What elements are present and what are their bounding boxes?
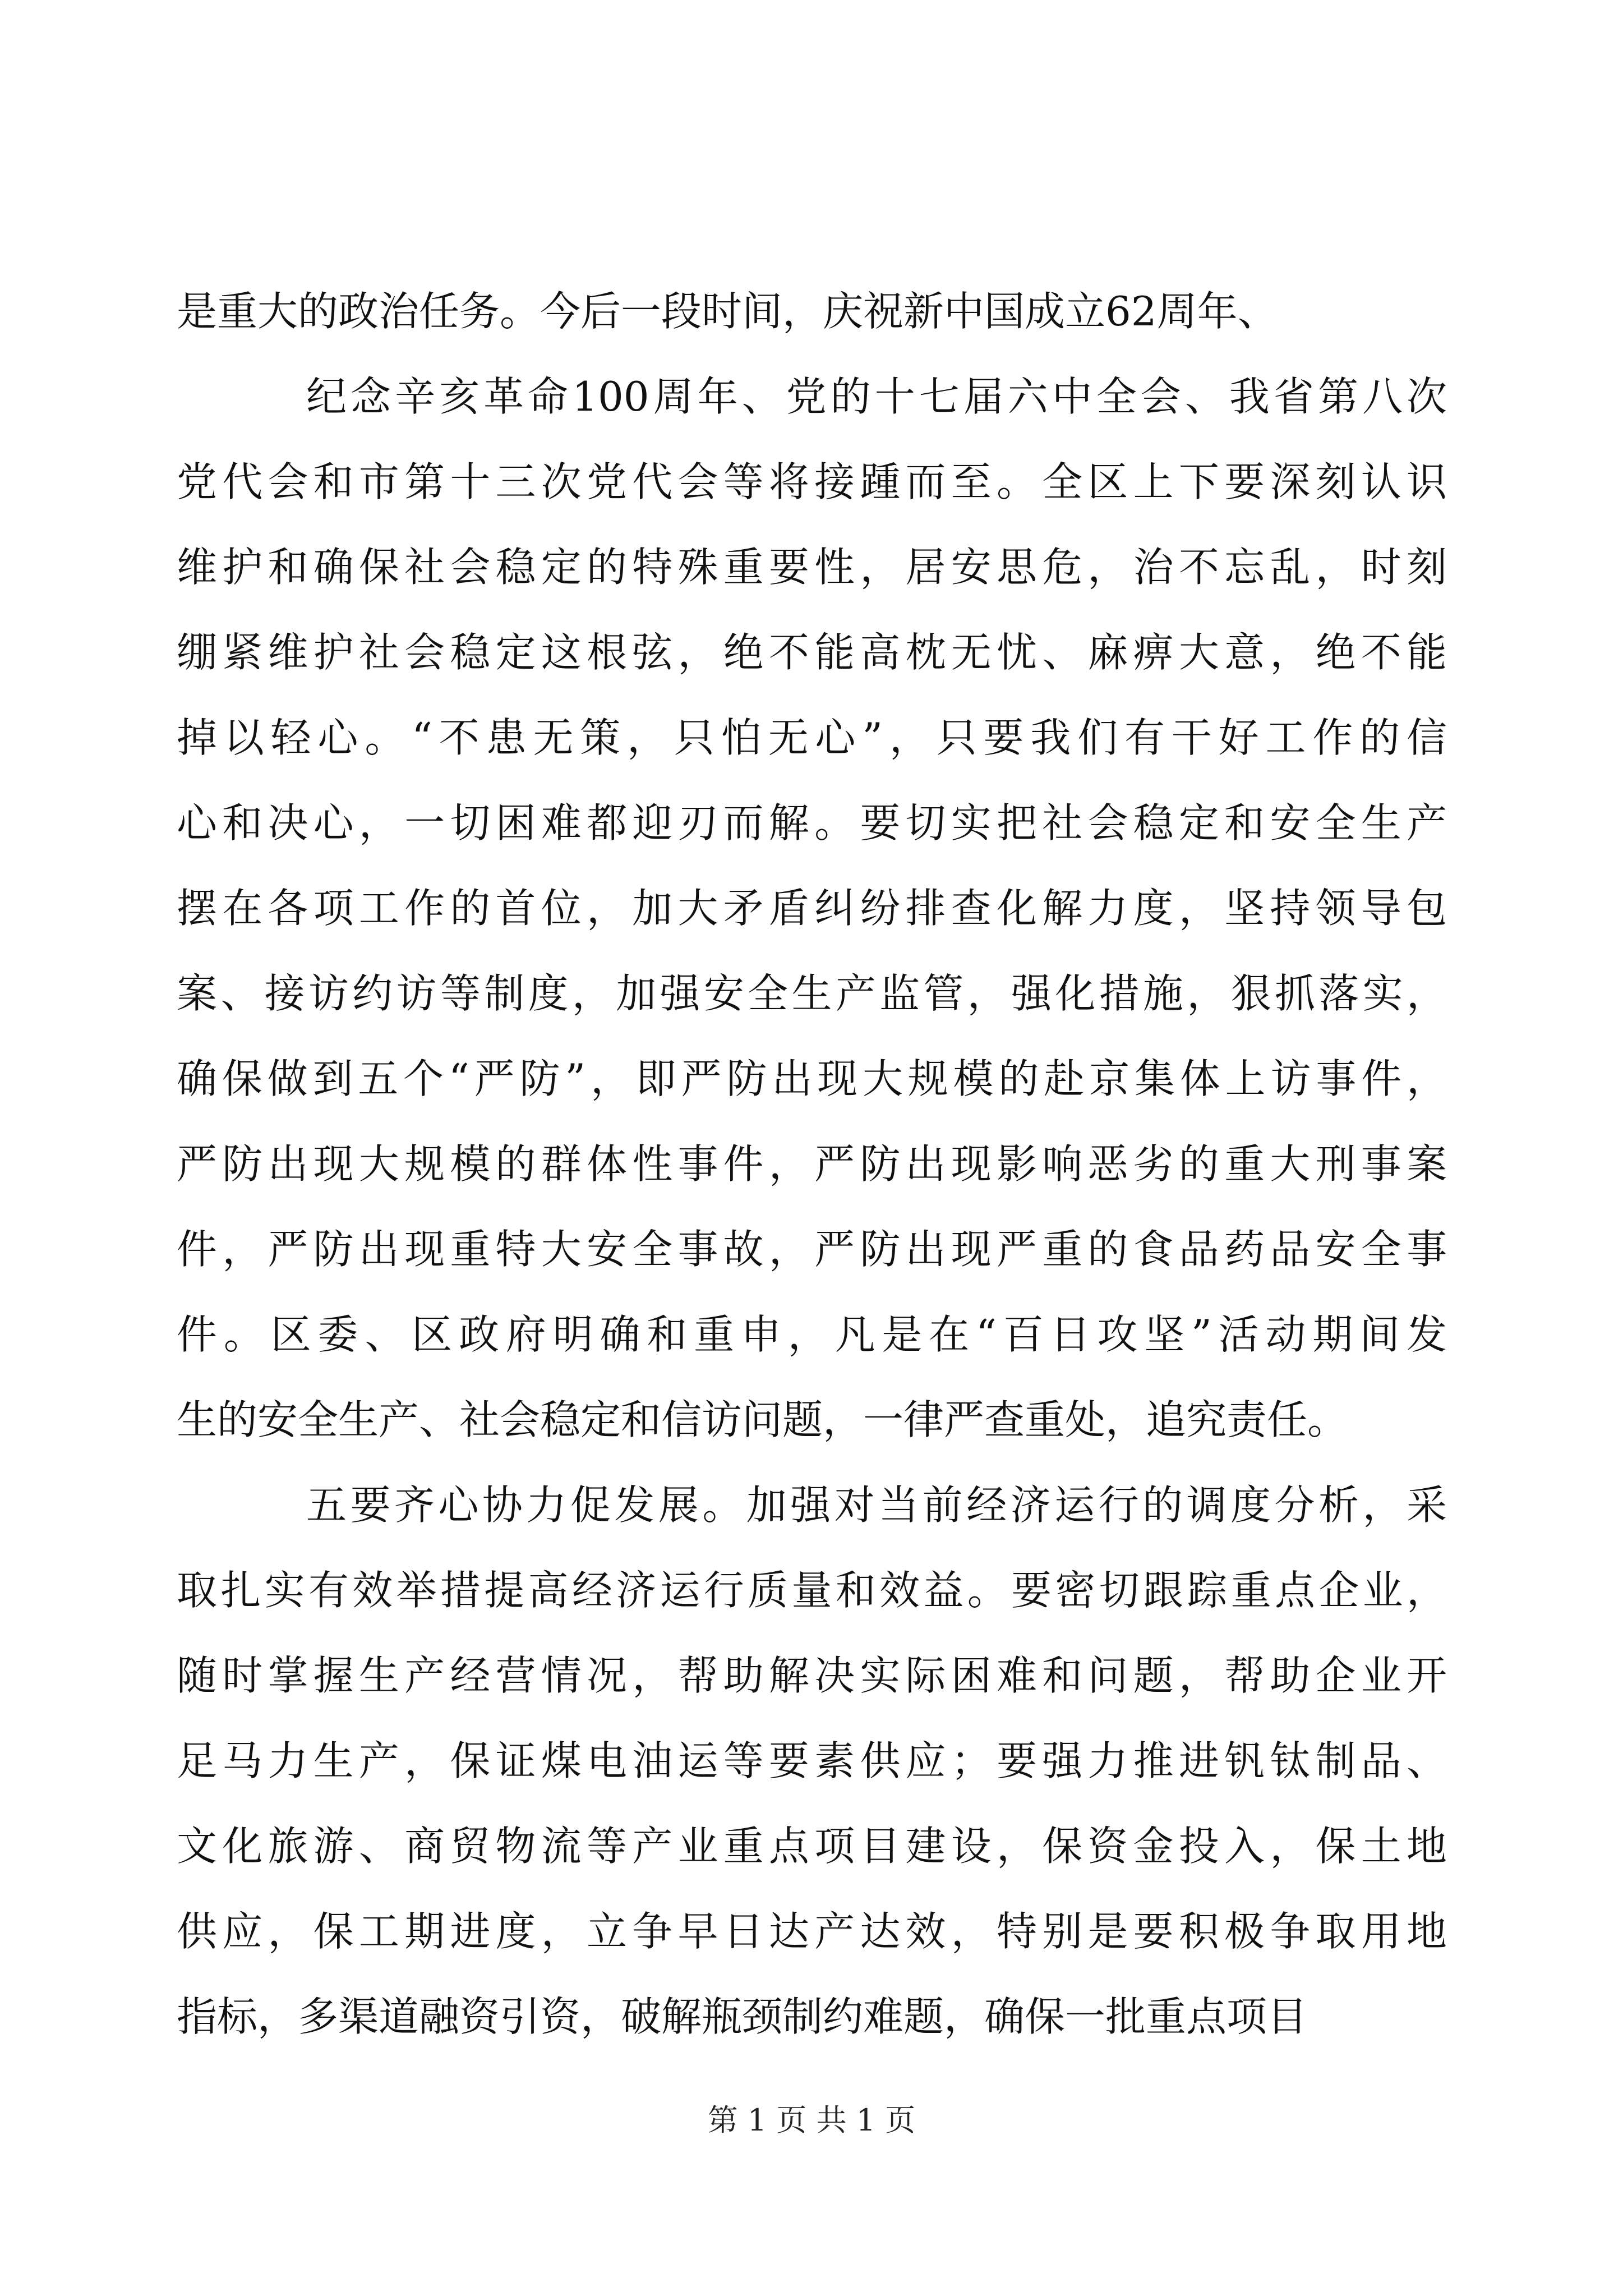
text-line: 取扎实有效举措提高经济运行质量和效益。要密切跟踪重点企业， [177,1567,1447,1614]
paragraph-first-line: 五要齐心协力促发展。加强对当前经济运行的调度分析，采 [306,1481,1447,1529]
page-number-footer: 第 1 页 共 1 页 [707,2102,916,2138]
text-line: 绷紧维护社会稳定这根弦，绝不能高枕无忧、麻痹大意，绝不能 [177,629,1447,676]
text-line: 随时掌握生产经营情况，帮助解决实际困难和问题，帮助企业开 [177,1652,1447,1699]
text-line: 党代会和市第十三次党代会等将接踵而至。全区上下要深刻认识 [177,458,1447,505]
text-line: 是重大的政治任务。今后一段时间，庆祝新中国成立62周年、 [177,288,1278,335]
text-line: 足马力生产，保证煤电油运等要素供应；要强力推进钒钛制品、 [177,1737,1447,1784]
text-line: 掉以轻心。“不患无策，只怕无心”，只要我们有干好工作的信 [177,714,1447,761]
text-line: 摆在各项工作的首位，加大矛盾纠纷排查化解力度，坚持领导包 [177,885,1447,932]
text-line: 心和决心，一切困难都迎刃而解。要切实把社会稳定和安全生产 [177,799,1447,846]
text-line: 件，严防出现重特大安全事故，严防出现严重的食品药品安全事 [177,1226,1447,1273]
text-line: 供应，保工期进度，立争早日达产达效，特别是要积极争取用地 [177,1908,1447,1955]
text-line: 确保做到五个“严防”，即严防出现大规模的赴京集体上访事件， [177,1055,1447,1102]
text-line: 文化旅游、商贸物流等产业重点项目建设，保资金投入，保土地 [177,1823,1447,1870]
text-line: 维护和确保社会稳定的特殊重要性，居安思危，治不忘乱，时刻 [177,544,1447,591]
paragraph-first-line: 纪念辛亥革命100周年、党的十七届六中全会、我省第八次 [306,373,1447,420]
text-line: 件。区委、区政府明确和重申，凡是在“百日攻坚”活动期间发 [177,1311,1447,1358]
text-line: 案、接访约访等制度，加强安全生产监管，强化措施，狠抓落实， [177,970,1447,1017]
text-line: 生的安全生产、社会稳定和信访问题，一律严查重处，追究责任。 [177,1396,1348,1443]
text-line: 严防出现大规模的群体性事件，严防出现影响恶劣的重大刑事案 [177,1140,1447,1188]
text-line: 指标，多渠道融资引资，破解瓶颈制约难题，确保一批重点项目 [177,1993,1308,2040]
